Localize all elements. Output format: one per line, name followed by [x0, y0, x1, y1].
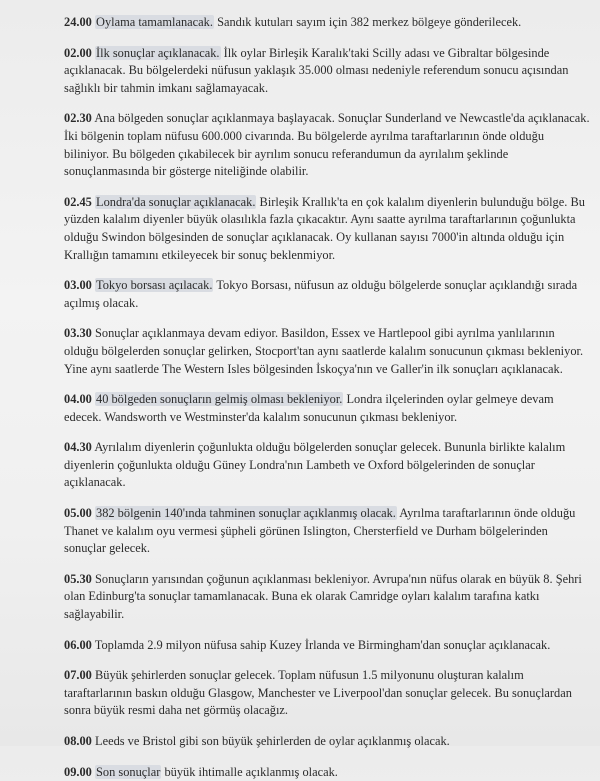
- timeline-entry: [64, 571, 590, 624]
- entry-text: Sonuçların yarısından çoğunun açıklanması bekleniyor. Avrupa'nın nüfus olarak en büyük 8. Şehri olan Edinburg'ta sonuçlar tamamlanacak. Buna ek olarak Camridge oyları kalalım tarafına katkı sağlayabilir.: [64, 571, 582, 622]
- entry-text: Birleşik Krallık'ta en çok kalalım diyenlerin bulunduğu bölge. Bu yüzden kalalım diyenler büyük olasılıkla fazla çıkacaktır. Aynı saatte ayrılma taraftarlarının çoğunlukta olduğu Swindon bölgesinden de sonuçlar açıklanacak. Oy kullanan sayısı 7000'in altında olduğu için Krallığın tamamını etkileyecek bir sonuç beklenmiyor.: [64, 194, 585, 262]
- entry-highlight: 40 bölgeden sonuçların gelmiş olması bekleniyor.: [96, 392, 343, 407]
- entry-text: büyük ihtimalle açıklanmış olacak.: [161, 764, 338, 779]
- entry-text: Ayrılma taraftarlarının önde olduğu Thanet ve kalalım oyu vermesi şüpheli görünen Islington, Chersterfield ve Durham bölgelerinden sonuçlar gelecek.: [64, 506, 576, 556]
- entry-text: Büyük şehirlerden sonuçlar gelecek. Toplam nüfusun 1.5 milyonunu oluşturan kalalım taraftarlarının baskın olduğu Glasgow, Manchester ve Liverpool'dan sonuçlar gelecek. Bu sonuçlardan sonra büyük resmi daha net görmüş olacağız.: [64, 668, 572, 718]
- timeline-entry: [64, 637, 590, 655]
- timeline-entry: [64, 439, 590, 492]
- entry-time: 09.00: [64, 764, 92, 779]
- timeline-entry: [64, 764, 590, 781]
- entry-highlight: 382 bölgenin 140'ında tahminen sonuçlar açıklanmış olacak.: [96, 506, 396, 521]
- timeline-entry: [64, 110, 590, 180]
- timeline-entry: [64, 14, 590, 32]
- entry-text: Tokyo Borsası, nüfusun az olduğu bölgelerde sonuçlar açıklandığı sırada açılmış olacak.: [64, 278, 578, 310]
- entry-highlight: Son sonuçlar: [96, 764, 161, 779]
- entry-time: 08.00: [64, 734, 92, 748]
- entry-text: Toplamda 2.9 milyon nüfusa sahip Kuzey İrlanda ve Birmingham'dan sonuçlar açıklanacak.: [94, 637, 551, 652]
- entry-time: 05.00: [64, 506, 92, 521]
- entry-time: 04.00: [64, 392, 92, 407]
- timeline-entry: [64, 505, 590, 558]
- timeline-entry: [64, 325, 590, 378]
- entry-text: Londra ilçelerinden oylar gelmeye devam edecek. Wandsworth ve Westminster'da kalalım sonucunun çıkması bekleniyor.: [64, 392, 554, 424]
- timeline-entry: [64, 277, 590, 312]
- entry-text: Leeds ve Bristol gibi son büyük şehirlerden de oylar açıklanmış olacak.: [95, 734, 450, 748]
- entry-text: Sonuçlar açıklanmaya devam ediyor. Basildon, Essex ve Hartlepool gibi ayrılma yanlılarının olduğu bölgelerden sonuçlar gelirken, Stocport'tan aynı saatlerde kalalım sonucunun çıkması bekleniyor. Yine aynı saatlerde The Western Isles bölgesinden İskoçya'nın ve Galler'in ilk sonuçları açıklanacak.: [64, 326, 584, 376]
- timeline-entry: [64, 45, 590, 98]
- entry-time: 06.00: [64, 637, 92, 652]
- entry-time: 24.00: [64, 15, 92, 29]
- timeline-entry: [64, 194, 590, 264]
- entry-highlight: İlk sonuçlar açıklanacak.: [96, 45, 220, 60]
- entry-time: 03.00: [64, 278, 92, 293]
- timeline-entry: [64, 667, 590, 720]
- entry-highlight: Oylama tamamlanacak.: [96, 15, 213, 29]
- entry-text: Sandık kutuları sayım için 382 merkez bölgeye gönderilecek.: [213, 15, 522, 29]
- entry-time: 07.00: [64, 668, 92, 683]
- entry-time: 02.30: [64, 111, 92, 126]
- entry-time: 02.00: [64, 45, 92, 60]
- entry-text: İlk oylar Birleşik Karalık'taki Scilly adası ve Gibraltar bölgesinde açıklanacak. Bu bölgelerdeki nüfusun yaklaşık 35.000 olması nedeniyle referendum sonucu açısından sağlıklı bir tahmin imkanı sağlamayacak.: [64, 45, 569, 95]
- timeline-entry: [64, 733, 590, 751]
- entry-time: 04.30: [64, 440, 92, 455]
- entry-highlight: Londra'da sonuçlar açıklanacak.: [96, 194, 256, 209]
- entry-highlight: Tokyo borsası açılacak.: [96, 278, 213, 293]
- entry-time: 05.30: [64, 571, 92, 586]
- timeline-entry: [64, 391, 590, 426]
- entry-time: 03.30: [64, 326, 92, 341]
- entry-time: 02.45: [64, 194, 92, 209]
- entry-text: Ayrılalım diyenlerin çoğunlukta olduğu bölgelerden sonuçlar gelecek. Bununla birlikte kalalım diyenlerin çoğunlukta olduğu Güney Londra'nın Lambeth ve Oxford bölgelerinden de sonuçlar açıklanacak.: [64, 440, 566, 490]
- entry-text: Ana bölgeden sonuçlar açıklanmaya başlayacak. Sonuçlar Sunderland ve Newcastle'da açıklanacak. İki bölgenin toplam nüfusu 600.000 civarında. Bu bölgelerde ayrılma taraftarlarının önde olduğu biliniyor. Bu bölgeden çıkabilecek bir ayrılım sonucu referandumun da ayrılalım şeklinde sonuçlanmasında bir gösterge niteliğinde olabilir.: [64, 111, 590, 179]
